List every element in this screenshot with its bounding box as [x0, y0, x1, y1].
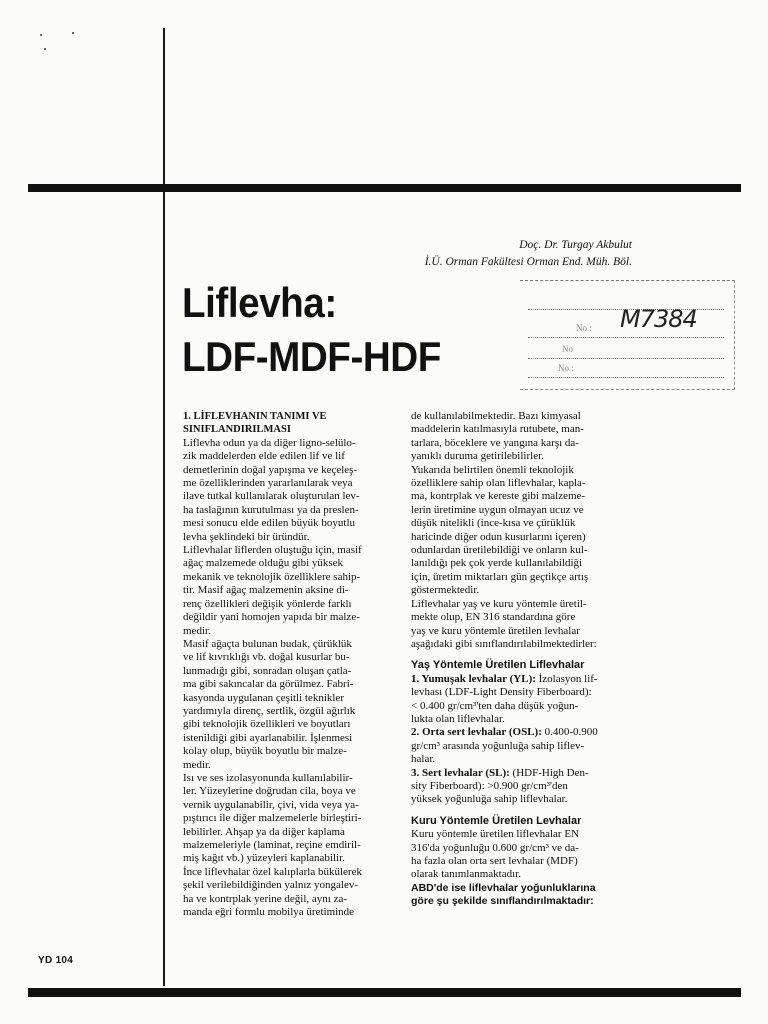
body-line: renç özellikleri değişik yönlerde farklı [183, 597, 352, 610]
wet-item-term: 2. Orta sert levhalar (OSL): [411, 726, 542, 739]
scan-speck [72, 32, 74, 34]
library-stamp [520, 280, 735, 390]
body-line: Yukarıda belirtilen önemli teknolojik [411, 463, 574, 476]
bottom-black-bar [28, 988, 741, 997]
wet-item-text: İzolasyon lif- [535, 672, 598, 685]
author-name: Doç. Dr. Turgay Akbulut [519, 239, 632, 251]
body-line: lunmadığı gibi, sonradan oluşan çatla- [183, 664, 352, 677]
stamp-row-3-label: No [562, 344, 573, 354]
body-line: ma gibi sakıncalar da görülmez. Fabri- [183, 678, 354, 691]
section-heading [183, 410, 398, 437]
stamp-handwritten-number: M7384 [620, 305, 697, 333]
body-line: mesi sonucu elde edilen büyük boyutlu [183, 517, 355, 530]
stamp-row-4 [528, 363, 724, 378]
wet-item-line [411, 726, 626, 739]
wet-item-term: 3. Sert levhalar (SL): [411, 766, 510, 779]
scan-speck [40, 34, 42, 36]
wet-item-term: 1. Yumuşak levhalar (YL): [411, 672, 536, 685]
right-body-text [411, 410, 626, 651]
section-heading-line-1: 1. LİFLEVHANIN TANIMI VE [183, 411, 327, 422]
body-line: özelliklere sahip olan liflevhalar, kapla- [411, 477, 586, 490]
scan-speck [44, 48, 46, 50]
body-line: vernik uygulanabilir, çivi, vida veya ya- [183, 798, 359, 811]
body-line: ilave tutkal kullanılarak oluşturulan lev- [183, 490, 360, 503]
body-line: me özelliklerinden yararlanılarak veya [183, 477, 353, 490]
body-line: aşağıdaki gibi sınıflandırılabilmektedirler: [411, 637, 597, 650]
stamp-row-3 [528, 344, 724, 359]
body-line: lerin üretimine uygun olmayan ucuz ve [411, 503, 584, 516]
body-line: yanıklı duruma getirilebilirler. [411, 450, 544, 463]
body-line: Liflevhalar yaş ve kuru yöntemle üretil- [411, 597, 587, 610]
body-line: kolay olup, büyük boyutlu bir malze- [183, 745, 347, 758]
body-line: yaş ve kuru yöntemle üretilen levhalar [411, 624, 580, 637]
bold-line: ABD'de ise liflevhalar yoğunluklarına [411, 881, 596, 894]
body-line: malzemeleriyle (laminat, reçine emdiril- [183, 839, 361, 851]
body-line: ağaç malzemede olduğu gibi yüksek [183, 557, 344, 570]
body-line: 316'da yoğunluğu 0.600 gr/cm³ ve da- [411, 841, 579, 854]
body-line: göstermektedir. [411, 584, 480, 597]
stamp-row-4-label: No : [558, 363, 574, 373]
body-line: ve lif kıvrıklığı vb. doğal kusurlar bu- [183, 651, 350, 664]
body-line: Liflevhalar liflerden oluştuğu için, masif [183, 544, 362, 557]
wet-method-heading: Yaş Yöntemle Üretilen Liflevhalar [411, 659, 585, 672]
body-line: zik maddelerden elde edilen lif ve lif [183, 450, 345, 463]
body-line: Isı ve ses izolasyonunda kullanılabilir- [183, 771, 353, 784]
top-black-bar [28, 184, 741, 192]
dry-method-heading: Kuru Yöntemle Üretilen Levhalar [411, 814, 582, 827]
body-line: lanıldığı pek çok yerde kullanılabildiği [411, 557, 583, 570]
body-line: lebilirler. Ahşap ya da diğer kaplama [183, 825, 345, 838]
body-line: yardımıyla direnç, sertlik, özgül ağırlık [183, 704, 356, 717]
body-line: medir. [183, 758, 211, 771]
body-line: medir. [183, 624, 211, 637]
article-title [182, 276, 441, 384]
body-line: Kuru yöntemle üretilen liflevhalar EN [411, 828, 579, 841]
body-line: istenildiği gibi ayarlanabilir. İşlenmesi [183, 731, 353, 744]
stamp-row-2-label: No : [576, 323, 592, 333]
body-line: ha taslağının kurutulması ya da preslen- [183, 503, 359, 516]
body-line: ma, kontrplak ve kereste gibi malzeme- [411, 490, 586, 503]
wet-item-line: sity Fiberboard): >0.900 gr/cm³'den [411, 779, 568, 792]
wet-item-line: gr/cm³ arasında yoğunluğa sahip liflev- [411, 739, 585, 752]
right-column [411, 410, 626, 909]
wet-item-line: halar. [411, 753, 436, 766]
body-line: düşük nitelikli (ince-kısa ve çürüklük [411, 517, 576, 530]
body-line: ler. Yüzeylerine doğrudan cila, boya ve [183, 785, 356, 798]
body-line: Liflevha odun ya da diğer ligno-selülo- [183, 436, 356, 449]
body-line: levha şeklindeki bir üründür. [183, 530, 310, 543]
body-line: Masif ağaçta bulunan budak, çürüklük [183, 637, 352, 650]
body-line: manda eğri formlu mobilya üretiminde [183, 906, 355, 919]
body-line: kasyonda uygulanan çeşitli teknikler [183, 691, 344, 704]
section-heading-line-2: SINIFLANDIRILMASI [183, 424, 291, 436]
body-line: gibi teknolojik özellikleri ve boyutları [183, 718, 351, 731]
wet-item-line: levhası (LDF-Light Density Fiberboard): [411, 686, 592, 699]
body-line: pıştırıcı ile diğer malzemelerle birleştiri- [183, 812, 362, 825]
page-number: YD 104 [38, 955, 74, 966]
body-line: miş kağıt vb.) yüzeyleri kaplanabilir. [183, 852, 345, 865]
wet-item-text: 0.400-0.900 [541, 726, 598, 739]
author-block [425, 237, 632, 271]
body-line: mekte olup, EN 316 standardına göre [411, 611, 576, 624]
wet-item-line: yüksek yoğunluğa sahip liflevhalar. [411, 793, 568, 806]
vertical-column-rule [163, 28, 165, 986]
body-line: için, üretim miktarları gün geçtikçe artış [411, 570, 589, 583]
wet-item-line: lukta olan liflevhalar. [411, 712, 505, 725]
body-line: ha ve kontrplak yerine değil, aynı za- [183, 892, 348, 905]
dry-method-text [411, 828, 626, 882]
title-line-1: Liflevha: [182, 279, 337, 326]
body-line: olarak tanımlanmaktadır. [411, 868, 521, 881]
wet-item-line: < 0.400 gr/cm³'ten daha düşük yoğun- [411, 699, 579, 712]
body-line: mekanik ve teknolojik özelliklere sahip- [183, 570, 361, 583]
abd-classification-intro [411, 882, 626, 909]
body-line: de kullanılabilmektedir. Bazı kimyasal [411, 410, 581, 422]
body-line: haricinde diğer odun kusurlarını içeren) [411, 530, 586, 543]
body-line: değildir yani homojen yapıda bir malze- [183, 611, 360, 624]
title-line-2: LDF-MDF-HDF [182, 333, 441, 380]
wet-item-text: (HDF-High Den- [509, 766, 589, 779]
body-line: ha fazla olan orta sert levhalar (MDF) [411, 855, 578, 867]
body-line: odunlardan üretilebildiği ve onların kul- [411, 544, 588, 557]
wet-item-line [411, 673, 626, 686]
wet-method-list [411, 673, 626, 807]
left-column [183, 410, 398, 919]
body-line: İnce liflevhalar özel kalıplarla bükülerek [183, 865, 362, 878]
bold-line: göre şu şekilde sınıflandırılmaktadır: [411, 895, 594, 908]
body-line: şekil verilebildiğinden yalnız yongalev- [183, 879, 359, 892]
body-line: tir. Masif ağaç malzemenin aksine di- [183, 584, 349, 597]
author-affiliation: İ.Ü. Orman Fakültesi Orman End. Müh. Böl. [424, 256, 632, 268]
wet-item-line [411, 767, 626, 780]
body-line: tarlara, böceklere ve yangına karşı da- [411, 436, 579, 449]
left-body-text [183, 437, 398, 920]
body-line: demetlerinin doğal yapışma ve keçeleş- [183, 463, 358, 476]
body-line: maddelerin katılmasıyla rutubete, man- [411, 423, 584, 436]
